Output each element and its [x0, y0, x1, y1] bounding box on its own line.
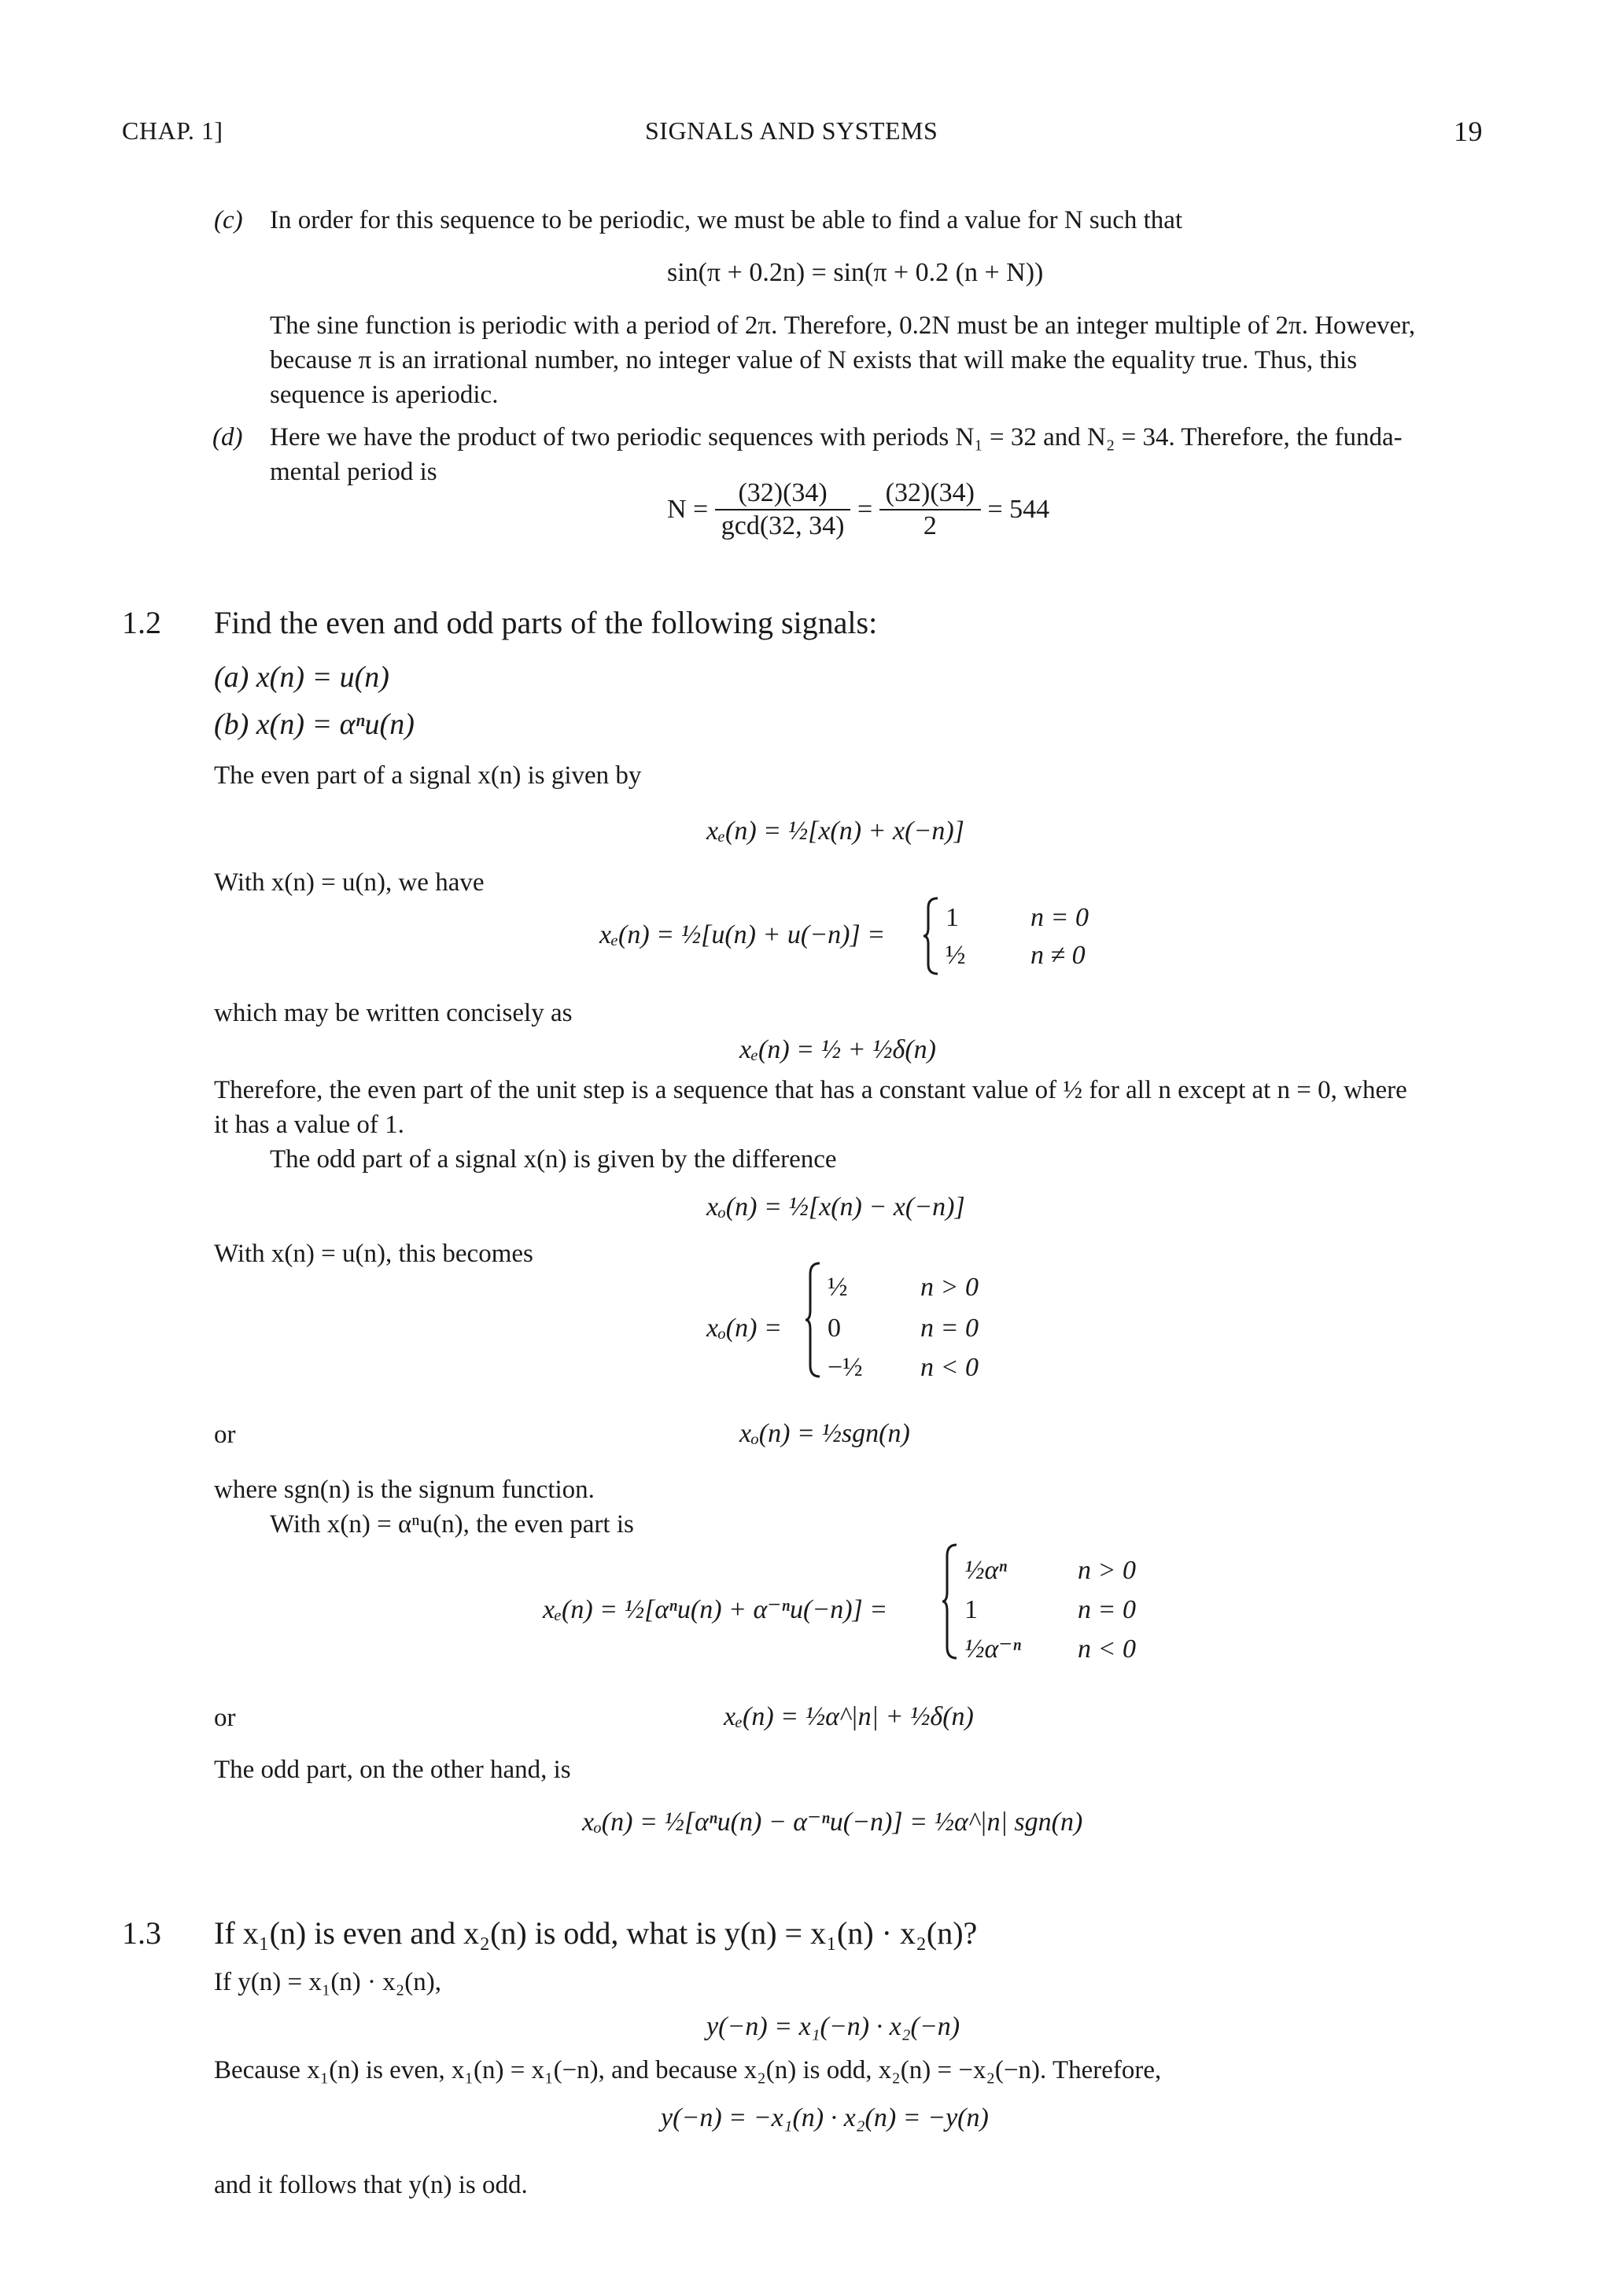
equation-even-alpha-concise: xₑ(n) = ½α^|n| + ½δ(n) [724, 1702, 974, 1731]
eq-mid: = [857, 495, 873, 524]
part-c-label: (c) [214, 206, 243, 234]
part-d-label: (d) [212, 423, 243, 451]
even-alpha-case-1-condition: n > 0 [1078, 1556, 1136, 1585]
header-title: SIGNALS AND SYSTEMS [645, 116, 938, 145]
odd-case-3-condition: n < 0 [920, 1353, 979, 1382]
problem-1-2-part-a: (a) x(n) = u(n) [214, 661, 389, 694]
equation-fundamental-period [667, 480, 1049, 540]
even-alpha-case-1-value: ½αⁿ [964, 1556, 1008, 1585]
even-alpha-case-3-condition: n < 0 [1078, 1634, 1136, 1664]
text-or-2: or [214, 1704, 236, 1732]
fraction-1-numerator: (32)(34) [715, 480, 851, 510]
problem-number-1-3: 1.3 [122, 1915, 161, 1951]
odd-case-3-value: −½ [828, 1353, 863, 1382]
odd-case-1-condition: n > 0 [920, 1273, 979, 1302]
fraction-1-denominator: gcd(32, 34) [721, 511, 845, 540]
part-d-para-line2: mental period is [270, 458, 437, 486]
part-c-para-line3: sequence is aperiodic. [270, 381, 499, 409]
even-alpha-case-2-condition: n = 0 [1078, 1595, 1136, 1624]
text-with-unit-step: With x(n) = u(n), we have [214, 868, 485, 897]
fraction-2-numerator: (32)(34) [879, 480, 981, 510]
brace-left-icon [922, 897, 941, 979]
fraction-1 [715, 480, 851, 540]
problem-1-3-title: If x₁(n) is even and x₂(n) is odd, what is y(n) = x₁(n) · x₂(n)? [214, 1915, 978, 1951]
part-d-para-line1: Here we have the product of two periodic sequences with periods N₁ = 32 and N₂ = 34. Therefore, the funda- [270, 423, 1403, 451]
page-number: 19 [1454, 116, 1483, 147]
text-conclusion: and it follows that y(n) is odd. [214, 2171, 528, 2199]
equation-odd-part: xₒ(n) = ½[x(n) − x(−n)] [706, 1192, 965, 1222]
odd-case-1-value: ½ [828, 1273, 848, 1302]
equation-sine-periodic: sin(π + 0.2n) = sin(π + 0.2 (n + N)) [667, 258, 1044, 287]
text-this-becomes: With x(n) = u(n), this becomes [214, 1240, 533, 1268]
case-1-value: 1 [946, 903, 959, 932]
text-therefore-line1: Therefore, the even part of the unit step is a sequence that has a constant value of ½ for all n except at n = 0, where [214, 1076, 1407, 1104]
part-c-para-line2: because π is an irrational number, no integer value of N exists that will make the equality true. Thus, this [270, 346, 1358, 374]
eq-rhs: = 544 [987, 495, 1050, 524]
problem-1-2-part-b: (b) x(n) = αⁿu(n) [214, 708, 415, 741]
text-because: Because x₁(n) is even, x₁(n) = x₁(−n), and because x₂(n) is odd, x₂(n) = −x₂(−n). Therefore, [214, 2056, 1162, 2084]
even-alpha-case-3-value: ½α⁻ⁿ [964, 1634, 1022, 1664]
text-odd-part-def: The odd part of a signal x(n) is given by the difference [270, 1145, 837, 1174]
equation-even-concise: xₑ(n) = ½ + ½δ(n) [739, 1035, 936, 1064]
header-chapter: CHAP. 1] [122, 116, 223, 145]
text-concisely: which may be written concisely as [214, 999, 573, 1027]
part-c-intro: In order for this sequence to be periodic, we must be able to find a value for N such that [270, 206, 1183, 234]
fraction-2-denominator: 2 [923, 511, 937, 540]
case-1-condition: n = 0 [1030, 903, 1089, 932]
equation-odd-unit-step: xₒ(n) = [706, 1314, 782, 1343]
equation-even-part: xₑ(n) = ½[x(n) + x(−n)] [706, 816, 964, 846]
equation-odd-sgn: xₒ(n) = ½sgn(n) [739, 1419, 910, 1448]
text-even-part-def: The even part of a signal x(n) is given by [214, 761, 642, 790]
odd-case-2-condition: n = 0 [920, 1314, 979, 1343]
text-signum: where sgn(n) is the signum function. [214, 1476, 595, 1504]
text-even-alpha: With x(n) = αⁿu(n), the even part is [270, 1510, 634, 1539]
problem-1-2-title: Find the even and odd parts of the following signals: [214, 605, 878, 640]
text-or-1: or [214, 1421, 236, 1449]
text-odd-part-alpha: The odd part, on the other hand, is [214, 1756, 571, 1784]
equation-even-alpha: xₑ(n) = ½[αⁿu(n) + α⁻ⁿu(−n)] = [543, 1595, 888, 1624]
equation-odd-alpha: xₒ(n) = ½[αⁿu(n) − α⁻ⁿu(−n)] = ½α^|n| sgn(n) [582, 1808, 1083, 1837]
case-2-value: ½ [946, 941, 966, 970]
text-if-y: If y(n) = x₁(n) · x₂(n), [214, 1968, 442, 1996]
equation-even-unit-step: xₑ(n) = ½[u(n) + u(−n)] = [599, 920, 886, 949]
fraction-2 [879, 480, 981, 540]
part-c-para-line1: The sine function is periodic with a period of 2π. Therefore, 0.2N must be an integer multiple of 2π. However, [270, 311, 1416, 340]
eq-lhs: N = [667, 495, 709, 524]
brace-left-icon [804, 1262, 823, 1382]
brace-left-icon [941, 1543, 960, 1664]
problem-number-1-2: 1.2 [122, 605, 161, 640]
equation-y-odd: y(−n) = −x₁(n) · x₂(n) = −y(n) [661, 2103, 989, 2132]
text-therefore-line2: it has a value of 1. [214, 1111, 404, 1139]
odd-case-2-value: 0 [828, 1314, 841, 1343]
even-alpha-case-2-value: 1 [964, 1595, 978, 1624]
case-2-condition: n ≠ 0 [1030, 941, 1086, 970]
equation-y-neg-n: y(−n) = x₁(−n) · x₂(−n) [706, 2012, 960, 2041]
